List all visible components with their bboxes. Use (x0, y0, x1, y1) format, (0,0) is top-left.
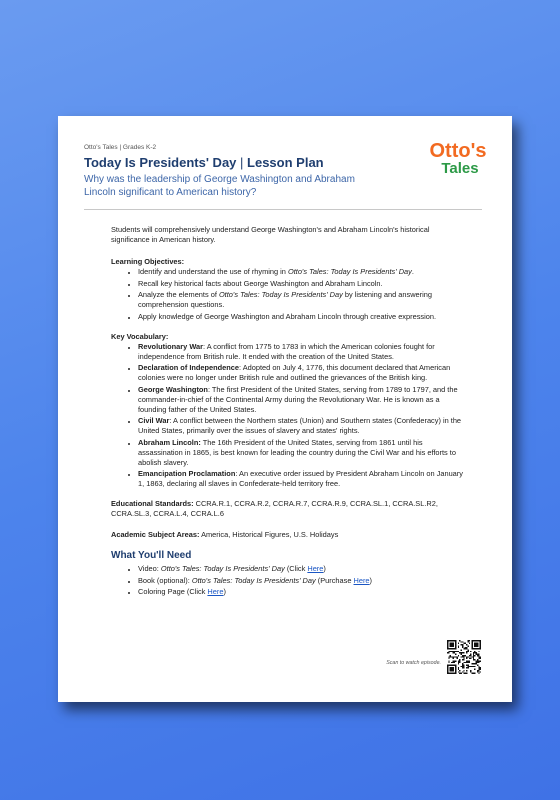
list-item: • Revolutionary War: A conflict from 1775 to 1783 in which the American colonies fought for independence from British rule. It ended with the creation of the United States. (138, 342, 463, 362)
list-item: • Civil War: A conflict between the Northern states (Union) and Southern states (Confederacy) in the United States, primarily over the issues of slavery and states' rights. (138, 416, 463, 436)
title-suffix: Lesson Plan (247, 155, 324, 170)
vocab-term: George Washington (138, 384, 208, 394)
video-link[interactable]: Here (307, 564, 324, 573)
logo-line1: Otto's (429, 140, 487, 162)
vocab-term: Abraham Lincoln: (138, 437, 201, 447)
list-item: • Video: Otto's Tales: Today Is Presidents' Day (Click Here) (138, 564, 463, 574)
list-item: • Declaration of Independence: Adopted on July 4, 1776, this document declared that American colonies were no longer under British rule and outlined the grievances of the British king. (138, 363, 463, 383)
list-item: • Abraham Lincoln: The 16th President of the United States, serving from 1861 until his assassination in 1865, is best known for leading the country during the Civil War and his efforts to abolish slavery. (138, 438, 463, 468)
header-meta: Otto's Tales | Grades K-2 (84, 144, 157, 151)
intro-paragraph: Students will comprehensively understand George Washington's and Abraham Lincoln's historical significance in American history. (111, 225, 430, 244)
vocabulary-heading: Key Vocabulary: (111, 331, 169, 341)
objectives-heading: Learning Objectives: (111, 257, 185, 266)
materials-list (111, 564, 463, 597)
qr-code-icon[interactable] (447, 640, 481, 674)
lesson-plan-page (58, 116, 512, 702)
logo-line2: Tales (441, 160, 479, 177)
list-item: • Emancipation Proclamation: An executive order issued by President Abraham Lincoln on January 1, 1863, declaring all slaves in Confederate-held territory free. (138, 469, 463, 489)
vocab-term: Emancipation Proclamation (138, 469, 236, 478)
vocab-term: Civil War (138, 416, 170, 425)
list-item: • Analyze the elements of Otto's Tales: Today Is Presidents' Day by listening and answering comprehension questions. (138, 290, 463, 310)
educational-standards: Educational Standards: CCRA.R.1, CCRA.R.2, CCRA.R.7, CCRA.R.9, CCRA.SL.1, CCRA.SL.R2, CCRA.SL.3, CCRA.L.4, CCRA.L.6 (111, 499, 438, 518)
ottos-tales-logo (414, 138, 498, 178)
book-purchase-link[interactable]: Here (353, 575, 370, 585)
objectives-list (111, 267, 463, 322)
what-youll-need-heading: What You'll Need (111, 550, 192, 561)
vocabulary-list (111, 342, 463, 490)
coloring-page-link[interactable]: Here (207, 587, 224, 596)
title-separator: | (236, 155, 248, 170)
vocab-term: Declaration of Independence (138, 363, 240, 372)
list-item: • Apply knowledge of George Washington and Abraham Lincoln through creative expression. (138, 312, 463, 322)
lesson-content (111, 225, 463, 607)
essential-question: Why was the leadership of George Washington and Abraham Lincoln significant to American history? (84, 174, 355, 198)
list-item: • Identify and understand the use of rhyming in Otto's Tales: Today Is Presidents' Day. (138, 267, 463, 277)
vocab-term: Revolutionary War (138, 341, 204, 351)
academic-subject-areas: Academic Subject Areas: America, Historical Figures, U.S. Holidays (111, 530, 339, 539)
header-divider (84, 209, 482, 210)
list-item: • George Washington: The first President of the United States, serving from 1789 to 1797, and the commander-in-chief of the Continental Army during the Revolutionary War. He is known as a founding father of the United States. (138, 385, 463, 415)
title-main: Today Is Presidents' Day (84, 155, 237, 170)
qr-caption: Scan to watch episode. (386, 660, 441, 666)
list-item: • Coloring Page (Click Here) (138, 587, 463, 597)
qr-section (347, 640, 481, 674)
list-item: • Recall key historical facts about George Washington and Abraham Lincoln. (138, 279, 463, 289)
list-item: • Book (optional): Otto's Tales: Today Is Presidents' Day (Purchase Here) (138, 576, 463, 586)
